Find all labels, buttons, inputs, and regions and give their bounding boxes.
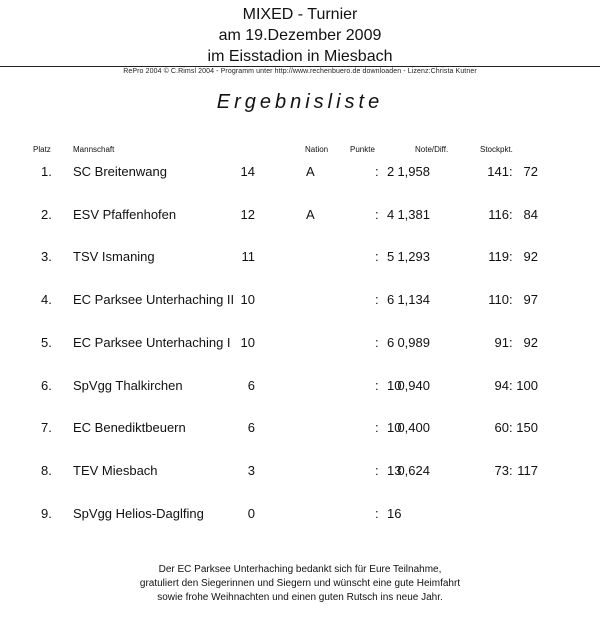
table-row [0,378,600,398]
points-for-cell: 11 [241,249,255,264]
table-row [0,335,600,355]
title-line-venue: im Eisstadion in Miesbach [207,48,393,65]
table-row [0,463,600,483]
stock-against-cell: 150 [516,420,538,435]
column-header-team: Mannschaft [73,145,115,154]
header-divider [0,66,600,67]
table-row [0,207,600,227]
stock-against-cell: 84 [523,207,538,222]
column-header-note: Note/Diff. [415,145,449,154]
stock-separator: : [509,207,513,222]
points-against-cell: 4 [387,207,395,222]
stock-for-cell: 119 [488,249,509,264]
team-cell: SpVgg Helios-Daglfing [73,506,204,521]
title-line-event: MIXED - Turnier [242,6,358,23]
place-cell: 8. [41,463,52,478]
team-cell: TEV Miesbach [73,463,158,478]
tournament-title [0,4,600,67]
points-against-cell: 13 [387,463,402,478]
team-cell: EC Benediktbeuern [73,420,186,435]
stock-separator: : [509,292,513,307]
closing-line-3: sowie frohe Weihnachten und einen guten Rutsch ins neue Jahr. [157,592,443,603]
stock-separator: : [509,463,513,478]
stock-separator: : [509,249,513,264]
stock-for-cell: 94 [494,378,509,393]
points-separator: : [375,420,379,435]
points-against-cell: 10 [387,378,402,393]
stock-against-cell: 100 [516,378,538,393]
stock-separator: : [509,378,513,393]
points-separator: : [375,378,379,393]
points-separator: : [375,506,379,521]
stock-against-cell: 72 [523,164,538,179]
closing-message [0,563,600,605]
column-header-place: Platz [33,145,51,154]
team-cell: SpVgg Thalkirchen [73,378,183,393]
note-cell: 1,134 [397,292,430,307]
points-against-cell: 10 [387,420,402,435]
stock-separator: : [509,335,513,350]
table-row [0,249,600,269]
table-row [0,506,600,526]
points-against-cell: 2 [387,164,395,179]
points-separator: : [375,164,379,179]
column-header-points: Punkte [350,145,375,154]
note-cell: 0,624 [397,463,430,478]
stock-against-cell: 117 [517,463,538,478]
note-cell: 0,989 [397,335,430,350]
column-header-nation: Nation [305,145,329,154]
points-separator: : [375,463,379,478]
results-heading: Ergebnisliste [216,91,384,113]
place-cell: 7. [41,420,52,435]
team-cell: TSV Ismaning [73,249,155,264]
team-cell: EC Parksee Unterhaching II [73,292,235,307]
stock-for-cell: 60 [494,420,509,435]
nation-cell: A [306,164,315,179]
place-cell: 9. [41,506,52,521]
stock-for-cell: 110 [488,292,509,307]
team-cell: EC Parksee Unterhaching I [73,335,231,350]
points-for-cell: 0 [247,506,255,521]
stock-separator: : [509,164,513,179]
stock-separator: : [509,420,513,435]
team-cell: SC Breitenwang [73,164,167,179]
points-for-cell: 10 [240,292,255,307]
stock-for-cell: 91 [494,335,509,350]
points-separator: : [375,207,379,222]
software-credits: RePro 2004 © C.Rimsl 2004 - Programm unter http://www.rechenbuero.de downloaden - Lizenz:Christa Kutner [123,68,477,75]
points-against-cell: 6 [387,335,395,350]
points-against-cell: 5 [387,249,395,264]
closing-line-1: Der EC Parksee Unterhaching bedankt sich für Eure Teilnahme, [158,564,442,575]
points-separator: : [375,335,379,350]
place-cell: 4. [41,292,52,307]
stock-against-cell: 97 [523,292,538,307]
points-for-cell: 6 [247,420,255,435]
table-row [0,164,600,184]
points-separator: : [375,292,379,307]
stock-for-cell: 116 [488,207,509,222]
points-against-cell: 6 [387,292,395,307]
table-row [0,292,600,312]
place-cell: 5. [41,335,52,350]
note-cell: 0,400 [397,420,430,435]
nation-cell: A [306,207,315,222]
points-for-cell: 6 [247,378,255,393]
note-cell: 1,293 [397,249,430,264]
table-row [0,420,600,440]
points-for-cell: 14 [240,164,255,179]
stock-against-cell: 92 [523,249,538,264]
note-cell: 1,381 [397,207,430,222]
place-cell: 6. [41,378,52,393]
place-cell: 1. [41,164,52,179]
place-cell: 3. [41,249,52,264]
points-separator: : [375,249,379,264]
points-against-cell: 16 [387,506,402,521]
place-cell: 2. [41,207,52,222]
points-for-cell: 10 [240,335,255,350]
points-for-cell: 12 [240,207,255,222]
team-cell: ESV Pfaffenhofen [73,207,177,222]
note-cell: 0,940 [397,378,430,393]
column-header-stock: Stockpkt. [480,145,513,154]
stock-for-cell: 73 [494,463,509,478]
stock-for-cell: 141 [487,164,509,179]
stock-against-cell: 92 [523,335,538,350]
note-cell: 1,958 [397,164,430,179]
points-for-cell: 3 [247,463,255,478]
closing-line-2: gratuliert den Siegerinnen und Siegern und wünscht eine gute Heimfahrt [139,578,461,589]
title-line-date: am 19.Dezember 2009 [218,27,382,44]
